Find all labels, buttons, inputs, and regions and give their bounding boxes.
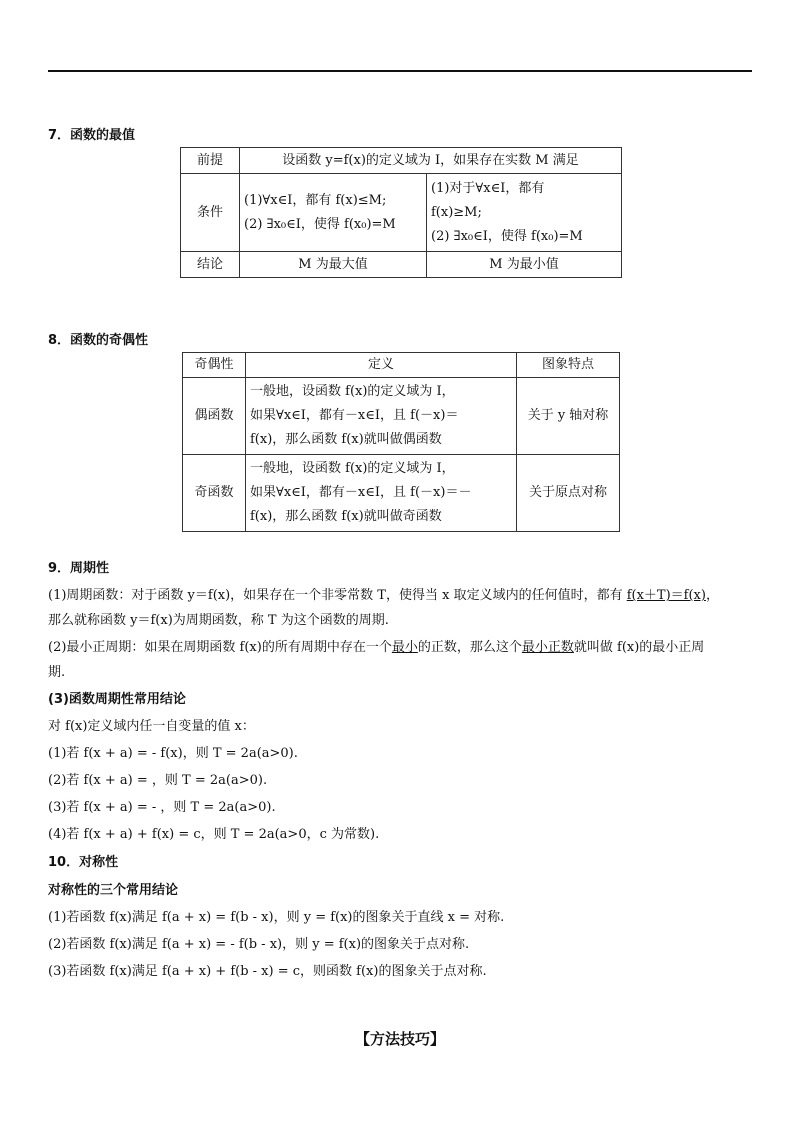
premise-text: 设函数 y=f(x)的定义域为 I，如果存在实数 M 满足 (240, 148, 622, 174)
methods-title: 【方法技巧】 (354, 1030, 445, 1048)
symmetry-rule-2: (2)若函数 f(x)满足 f(a + x) = - f(b - x)，则 y = f(x)的图象关于点对称. (48, 937, 470, 952)
odd-def-line-2: 如果∀x∈I，都有－x∈I，且 f(－x)＝－ (250, 485, 472, 500)
odd-feature: 关于原点对称 (517, 455, 620, 532)
periodic-def-line-1 (48, 584, 719, 603)
section-9-heading: 9．周期性 (48, 561, 110, 576)
periodic-rule-2: (2)若 f(x + a) = ，则 T = 2a(a>0). (48, 773, 268, 788)
section-8-heading: 8．函数的奇偶性 (48, 333, 149, 348)
even-def-line-3: f(x)，那么函数 f(x)就叫做偶函数 (250, 432, 442, 447)
min-period-text-c: 就叫做 f(x)的最小正周 (573, 640, 705, 655)
odd-def-line-1: 一般地，设函数 f(x)的定义域为 I， (250, 461, 455, 476)
periodic-conclusions-title: (3)函数周期性常用结论 (48, 692, 186, 707)
periodic-def-line-2: 那么就称函数 y＝f(x)为周期函数，称 T 为这个函数的周期. (48, 613, 389, 628)
min-condition (427, 174, 622, 252)
min-period-line-1 (48, 636, 704, 655)
min-period-text-a: (2)最小正周期：如果在周期函数 f(x)的所有周期中存在一个 (48, 640, 392, 655)
col-graph-feature: 图象特点 (517, 353, 620, 378)
max-condition-1: (1)∀x∈I，都有 f(x)≤M; (244, 192, 387, 208)
periodic-def-text: (1)周期函数：对于函数 y＝f(x)，如果存在一个非零常数 T，使得当 x 取定义域内的任何值时，都有 (48, 588, 627, 603)
periodic-rule-4: (4)若 f(x + a) + f(x) = c，则 T = 2a(a>0，c 为常数). (48, 827, 380, 842)
even-def-line-1: 一般地，设函数 f(x)的定义域为 I， (250, 384, 455, 399)
symmetry-rule-3: (3)若函数 f(x)满足 f(a + x) + f(b - x) = c，则函数 f(x)的图象关于点对称. (48, 964, 487, 979)
min-condition-1a: (1)对于∀x∈I，都有 (431, 180, 545, 196)
symmetry-rule-1: (1)若函数 f(x)满足 f(a + x) = f(b - x)，则 y = f(x)的图象关于直线 x = 对称. (48, 910, 505, 925)
min-condition-2: (2) ∃x₀∈I，使得 f(x₀)=M (431, 228, 583, 244)
min-period-line-2: 期. (48, 665, 66, 680)
section-7-heading: 7．函数的最值 (48, 128, 136, 143)
header-rule (48, 70, 752, 72)
max-condition-2: (2) ∃x₀∈I，使得 f(x₀)=M (244, 216, 396, 232)
min-condition-1b: f(x)≥M; (431, 204, 482, 220)
min-period-underlined-2: 最小正数 (521, 640, 574, 655)
extremum-table (180, 147, 622, 278)
col-definition: 定义 (246, 353, 517, 378)
periodic-rule-1: (1)若 f(x + a) = - f(x)，则 T = 2a(a>0). (48, 746, 298, 761)
min-conclusion: M 为最小值 (427, 252, 622, 278)
periodic-def-underlined: f(x＋T)＝f(x) (626, 588, 706, 603)
min-period-text-b: 的正数，那么这个 (417, 640, 522, 655)
condition-label: 条件 (181, 174, 240, 252)
even-definition (246, 378, 517, 455)
col-parity: 奇偶性 (183, 353, 246, 378)
min-period-underlined-1: 最小 (391, 640, 418, 655)
odd-def-line-3: f(x)，那么函数 f(x)就叫做奇函数 (250, 509, 442, 524)
periodic-intro: 对 f(x)定义域内任一自变量的值 x： (48, 719, 255, 734)
parity-table (182, 352, 620, 532)
odd-label: 奇函数 (183, 455, 246, 532)
even-label: 偶函数 (183, 378, 246, 455)
max-condition (240, 174, 427, 252)
conclusion-label: 结论 (181, 252, 240, 278)
odd-definition (246, 455, 517, 532)
even-def-line-2: 如果∀x∈I，都有－x∈I，且 f(－x)＝ (250, 408, 459, 423)
symmetry-conclusions-title: 对称性的三个常用结论 (48, 883, 179, 898)
premise-label: 前提 (181, 148, 240, 174)
max-conclusion: M 为最大值 (240, 252, 427, 278)
section-10-heading: 10．对称性 (48, 855, 119, 870)
even-feature: 关于 y 轴对称 (517, 378, 620, 455)
periodic-rule-3: (3)若 f(x + a) = - ，则 T = 2a(a>0). (48, 800, 276, 815)
periodic-def-comma: ， (705, 588, 719, 603)
